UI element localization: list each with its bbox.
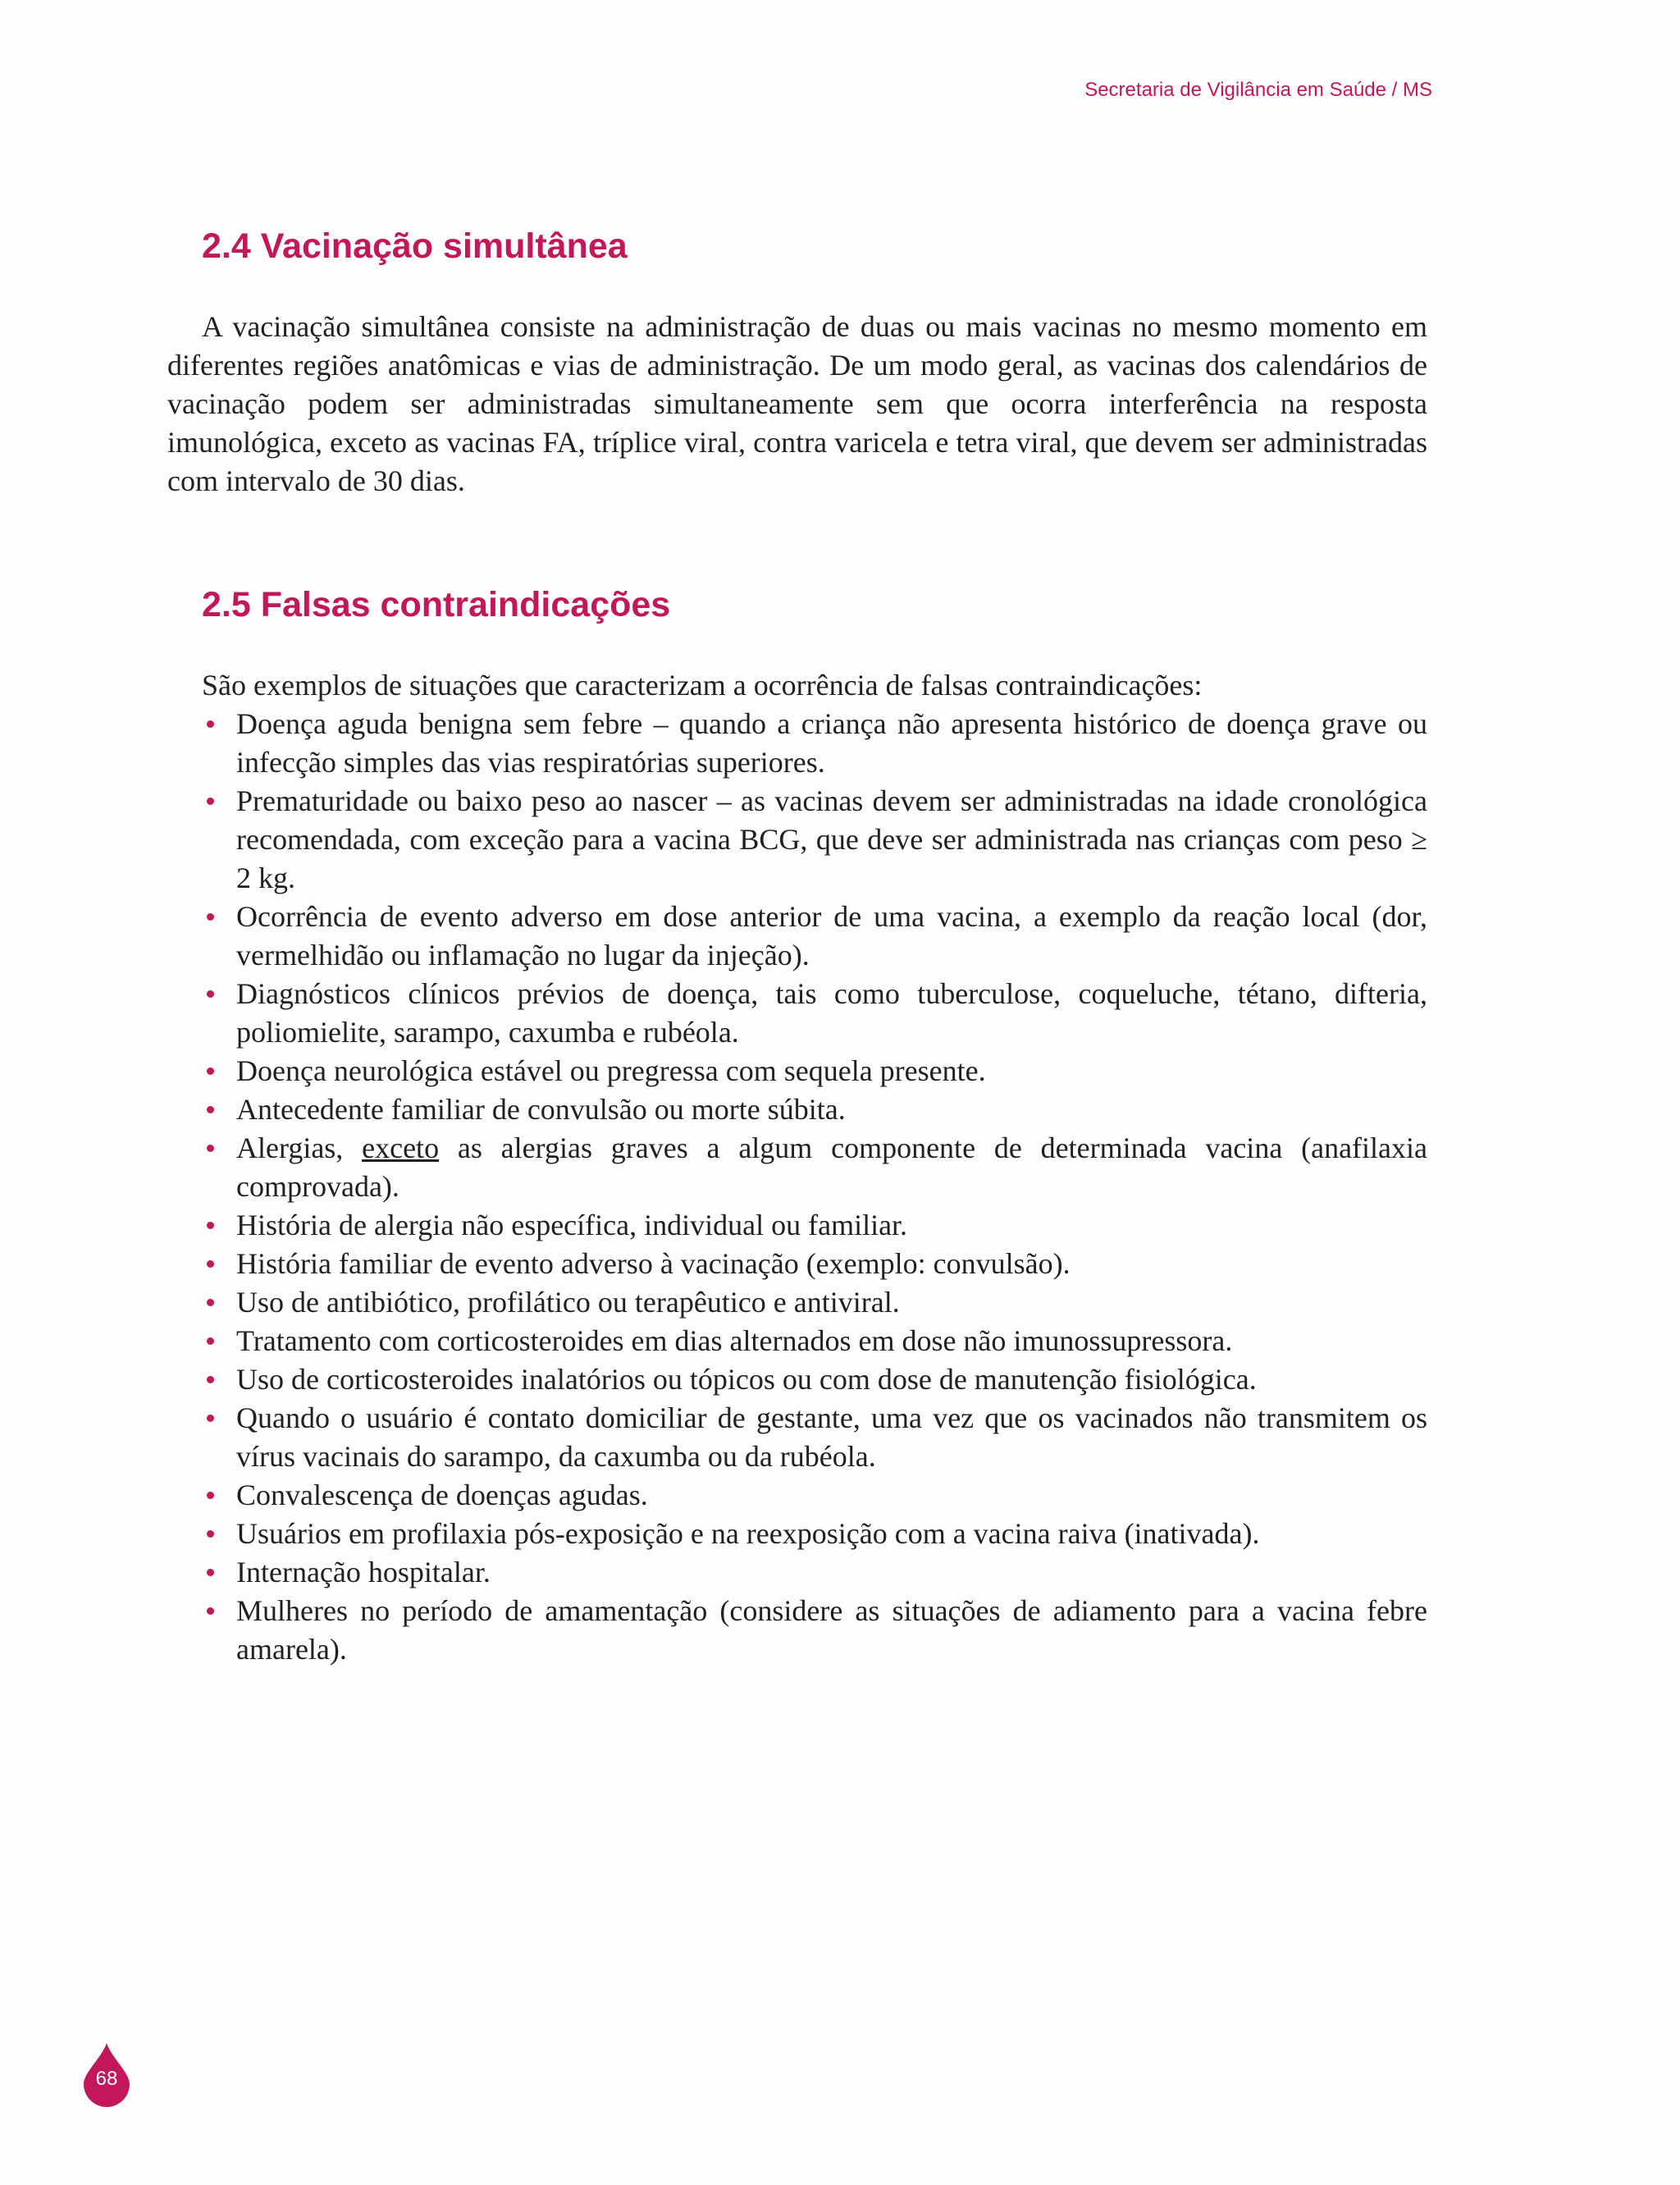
list-item: História de alergia não específica, individual ou familiar. [236, 1206, 1427, 1245]
list-item: Quando o usuário é contato domiciliar de gestante, uma vez que os vacinados não transmitem os vírus vacinais do sarampo, da caxumba ou da rubéola. [236, 1399, 1427, 1476]
page-number: 68 [95, 2068, 118, 2090]
intro-falsas-contraindicacoes: São exemplos de situações que caracterizam a ocorrência de falsas contraindicações: [202, 669, 1203, 702]
list-item-alergias: Alergias, exceto as alergias graves a algum componente de determinada vacina (anafilaxia comprovada). [236, 1129, 1427, 1206]
bullet-icon [207, 1607, 214, 1615]
bullet-icon [207, 1067, 214, 1075]
paragraph-vacinacao-simultanea: A vacinação simultânea consiste na administração de duas ou mais vacinas no mesmo momento em diferentes regiões anatômicas e vias de administração. De um modo geral, as vacinas dos calendários de vacinação podem ser administradas simultaneamente sem que ocorra interferência na resposta imunológica, exceto as vacinas FA, tríplice viral, contra varicela e tetra viral, que devem ser administradas com intervalo de 30 dias. [167, 310, 1427, 497]
bullet-icon [207, 990, 214, 998]
bullet-icon [207, 1415, 214, 1422]
bullet-icon [207, 720, 214, 728]
bullet-icon [207, 1569, 214, 1576]
section-title-falsas-contraindicacoes: 2.5 Falsas contraindicações [202, 585, 671, 624]
list-item: Uso de antibiótico, profilático ou terapêutico e antiviral. [236, 1283, 1427, 1322]
list-item: História familiar de evento adverso à vacinação (exemplo: convulsão). [236, 1245, 1427, 1283]
bullet-icon [207, 798, 214, 805]
bullet-icon [207, 1337, 214, 1345]
list-item: Doença neurológica estável ou pregressa com sequela presente. [236, 1052, 1427, 1090]
list-item: Ocorrência de evento adverso em dose anterior de uma vacina, a exemplo da reação local (dor, vermelhidão ou inflamação no lugar da injeção). [236, 898, 1427, 975]
list-item: Tratamento com corticosteroides em dias alternados em dose não imunossupressora. [236, 1322, 1427, 1360]
list-item: Uso de corticosteroides inalatórios ou tópicos ou com dose de manutenção fisiológica. [236, 1360, 1427, 1399]
list-item: Internação hospitalar. [236, 1553, 1427, 1592]
bullet-icon [207, 1492, 214, 1499]
list-item: Prematuridade ou baixo peso ao nascer – as vacinas devem ser administradas na idade cronológica recomendada, com exceção para a vacina BCG, que deve ser administrada nas crianças com peso ≥ 2 kg. [236, 782, 1427, 898]
running-header: Secretaria de Vigilância em Saúde / MS [1084, 79, 1432, 101]
bullet-icon [207, 1106, 214, 1113]
section-title-vacinacao-simultanea: 2.4 Vacinação simultânea [202, 226, 628, 266]
list-item: Mulheres no período de amamentação (considere as situações de adiamento para a vacina febre amarela). [236, 1592, 1427, 1669]
bullet-icon [207, 1530, 214, 1538]
bullet-icon [207, 913, 214, 921]
bullet-icon [207, 1376, 214, 1383]
falsas-contraindicacoes-list [167, 705, 1427, 1669]
list-item: Diagnósticos clínicos prévios de doença, tais como tuberculose, coqueluche, tétano, difteria, poliomielite, sarampo, caxumba e rubéola. [236, 975, 1427, 1052]
bullet-icon [207, 1299, 214, 1306]
bullet-icon [207, 1145, 214, 1152]
list-item: Convalescença de doenças agudas. [236, 1476, 1427, 1515]
list-item: Doença aguda benigna sem febre – quando a criança não apresenta histórico de doença grave ou infecção simples das vias respiratórias superiores. [236, 705, 1427, 782]
list-item: Antecedente familiar de convulsão ou morte súbita. [236, 1090, 1427, 1129]
bullet-icon [207, 1222, 214, 1229]
list-item: Usuários em profilaxia pós-exposição e na reexposição com a vacina raiva (inativada). [236, 1515, 1427, 1553]
page-content [167, 222, 1427, 1669]
underlined-exceto: exceto [362, 1131, 440, 1164]
bullet-icon [207, 1260, 214, 1268]
